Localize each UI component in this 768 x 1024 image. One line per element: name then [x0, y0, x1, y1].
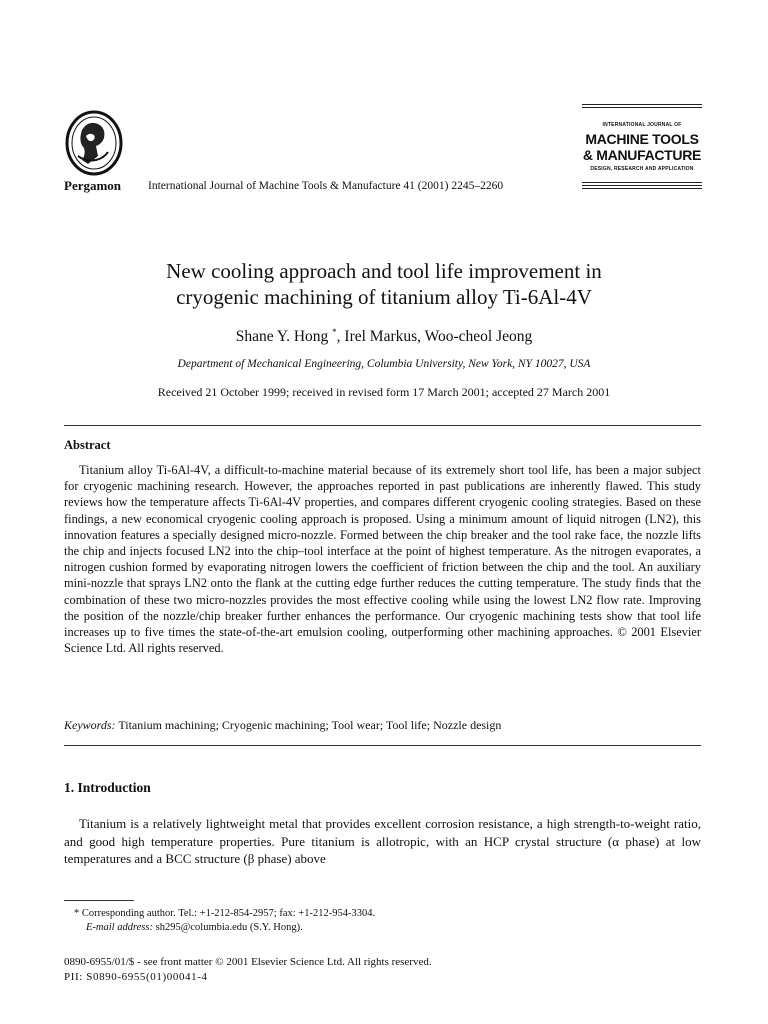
affiliation: Department of Mechanical Engineering, Columbia University, New York, NY 10027, USA — [177, 358, 591, 370]
divider-bottom — [64, 745, 701, 746]
received-dates: Received 21 October 1999; received in revised form 17 March 2001; accepted 27 March 2001 — [157, 385, 611, 399]
abstract-text: Titanium alloy Ti-6Al-4V, a difficult-to-machine material because of its extremely short tool life, has been a major subject for cryogenic machining research. However, the approaches reported in past publications are inherently flawed. This study reviews how the temperature affects Ti-6Al-4V properties, and compares different cryogenic cooling strategies. Based on these findings, a new economical cryogenic cooling approach is proposed. Using a minimum amount of liquid nitrogen (LN2), this innovation features a specially designed micro-nozzle. Formed between the chip breaker and the tool rake face, the nozzle lifts the chip and injects focused LN2 into the chip–tool interface at the point of highest temperature. As the nitrogen evaporates, a nitrogen cushion formed by evaporating nitrogen lowers the coefficient of friction between the chip and the tool. An auxiliary mini-nozzle that sprays LN2 onto the flank at the cutting edge further reduces the cutting temperature. The study finds that the combination of these two micro-nozzles provides the most effective cooling while using the lowest LN2 flow rate. Improving the position of the nozzle/chip breaker further enhances the performance. Our cryogenic machining tests show that tool life increases up to five times the state-of-the-art emulsion cooling, outperforming other machining approaches. © 2001 Elsevier Science Ltd. All rights reserved. — [64, 463, 701, 656]
keywords-list: Titanium machining; Cryogenic machining; Tool wear; Tool life; Nozzle design — [118, 718, 502, 732]
copyright-line: 0890-6955/01/$ - see front matter © 2001 Elsevier Science Ltd. All rights reserved. — [64, 956, 432, 968]
section-heading-introduction: 1. Introduction — [64, 780, 151, 795]
journal-box-line1: MACHINE TOOLS — [585, 131, 699, 147]
introduction-text: Titanium is a relatively lightweight metal that provides excellent corrosion resistance, a high strength-to-weight ratio, and good high temperature properties. Pure titanium is allotropic, with an HCP crystal structure (α phase) at low temperatures and a BCC structure (β phase) above — [64, 816, 701, 866]
divider-top — [64, 425, 701, 426]
pergamon-logo — [64, 110, 124, 180]
corresponding-mark[interactable]: * — [332, 327, 337, 337]
author-1: Shane Y. Hong — [235, 328, 329, 346]
email-address[interactable]: sh295@columbia.edu (S.Y. Hong). — [155, 922, 303, 933]
journal-box-subtitle: INTERNATIONAL JOURNAL OF — [602, 122, 682, 128]
keywords-label: Keywords: — [64, 718, 116, 732]
title-line-2: cryogenic machining of titanium alloy Ti-6Al-4V — [176, 285, 592, 309]
journal-citation: International Journal of Machine Tools & Manufacture 41 (2001) 2245–2260 — [148, 180, 504, 192]
authors-rest: , Irel Markus, Woo-cheol Jeong — [336, 328, 533, 346]
journal-box-line2: & MANUFACTURE — [582, 147, 702, 163]
publisher-name: Pergamon — [64, 178, 122, 193]
article-title — [64, 258, 704, 310]
pii-line: PII: S0890-6955(01)00041-4 — [64, 971, 208, 983]
journal-box-tagline: DESIGN, RESEARCH AND APPLICATION — [590, 166, 694, 172]
footnote-rule — [64, 900, 134, 901]
email-label: E-mail address: — [86, 922, 153, 933]
footnote-email — [86, 922, 303, 933]
abstract-heading: Abstract — [64, 438, 111, 452]
journal-title-box — [582, 104, 704, 194]
footnote-corresponding: * Corresponding author. Tel.: +1-212-854-2957; fax: +1-212-954-3304. — [74, 908, 376, 919]
author-list — [64, 327, 704, 346]
title-line-1: New cooling approach and tool life improvement in — [166, 259, 602, 283]
keywords — [64, 718, 701, 733]
